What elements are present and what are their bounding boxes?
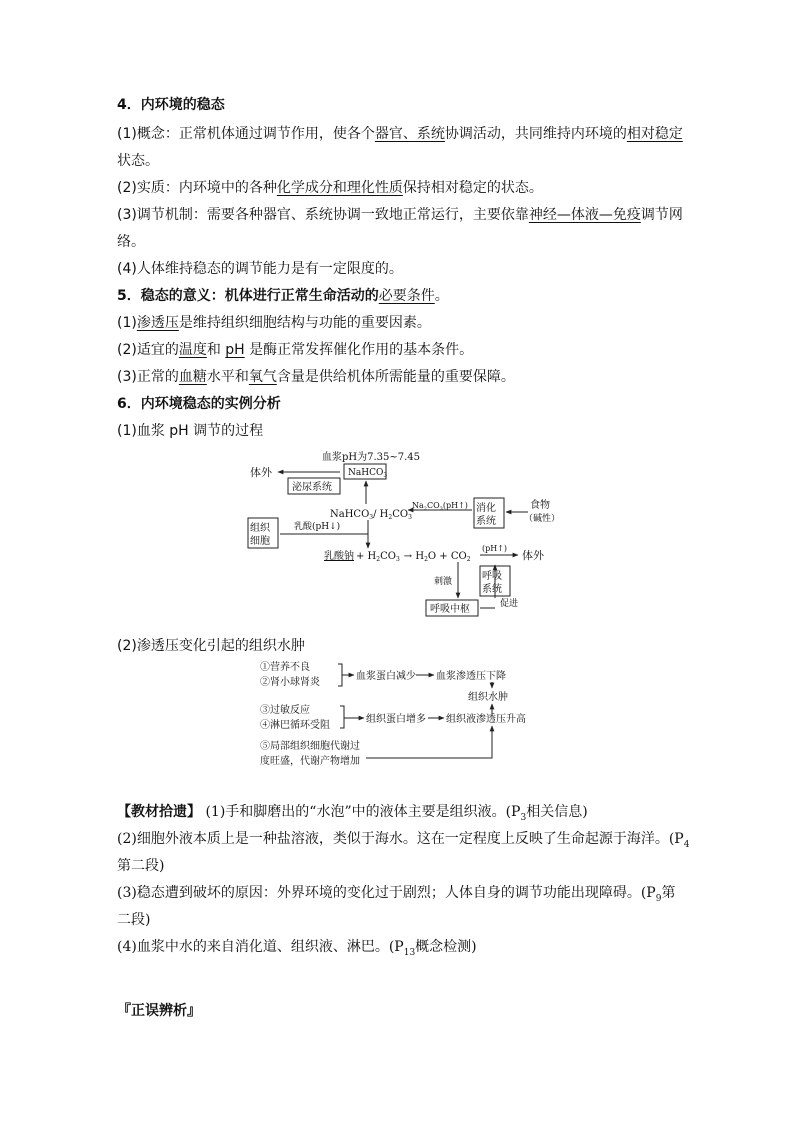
note-3-cont: 二段) [117, 912, 151, 928]
note-3: (3)稳态遭到破坏的原因：外界环境的变化过于剧烈；人体自身的调节功能出现障碍。($P_9$第 [117, 885, 676, 904]
food-label-1: 食物 [530, 500, 550, 511]
tissue-edema-label: 组织水肿 [468, 692, 508, 703]
section5-glucose-oxygen: (3)正常的血糖水平和氧气含量是供给机体所需能量的重要保障。 [117, 369, 515, 385]
section4-heading: 4．内环境的稳态 [117, 97, 225, 113]
body-out-label-2: 体外 [522, 549, 544, 562]
cause-3: ③过敏反应 [260, 705, 310, 716]
digestive-label-2: 系统 [476, 516, 496, 527]
plasma-ph-diagram [240, 448, 570, 626]
section4-concept-cont: 状态。 [117, 153, 159, 169]
section4-essence: (2)实质：内环境中的各种化学成分和理化性质保持相对稳定的状态。 [117, 180, 543, 196]
section6-sub2: (2)渗透压变化引起的组织水肿 [117, 638, 305, 654]
promote-label: 促进 [500, 599, 519, 609]
plasma-ph-label: 血浆pH为7.35~7.45 [322, 452, 421, 463]
urinary-system-label: 泌尿系统 [292, 482, 332, 493]
correct-error-heading: 『正误辨析』 [117, 1003, 201, 1019]
result-plasma-osmotic: 血浆渗透压下降 [436, 671, 506, 682]
cause-5-line1: ⑤局部组织细胞代谢过 [260, 741, 360, 752]
cause-4: ④淋巴循环受阻 [260, 720, 330, 731]
buffer-pair-label: NaHCO$_3$/ $H_2CO_3$ [330, 509, 412, 521]
nahco3-label: NaHCO$_3$ [348, 468, 388, 479]
section5-heading: 5．稳态的意义：机体进行正常生命活动的必要条件。 [117, 288, 449, 304]
section6-sub1: (1)血浆 pH 调节的过程 [117, 423, 264, 439]
note-4: (4)血浆中水的来自消化道、组织液、淋巴。($P_{13}$概念检测) [117, 939, 477, 958]
tissue-label-2: 细胞 [250, 536, 270, 547]
cause-1: ①营养不良 [260, 662, 310, 673]
resp-label-2: 系统 [482, 584, 502, 595]
stimulate-label: 刺激 [434, 577, 453, 587]
note-1: 【教材拾遗】 (1)手和脚磨出的“水泡”中的液体主要是组织液。($P_3$相关信息) [117, 804, 588, 823]
result-tissue-osmotic: 组织液渗透压升高 [446, 714, 526, 725]
food-label-2: （碱性） [524, 514, 561, 524]
result-tissue-protein: 组织蛋白增多 [366, 714, 426, 725]
section5-temp-ph: (2)适宜的温度和 pH 是酶正常发挥催化作用的基本条件。 [117, 342, 474, 358]
section4-limit: (4)人体维持稳态的调节能力是有一定限度的。 [117, 261, 403, 277]
note-2-cont: 第二段) [117, 858, 165, 874]
na2co3-label: $Na_2CO_3(pH↑)$ [412, 501, 468, 512]
cause-5-line2: 度旺盛，代谢产物增加 [260, 756, 360, 767]
result-plasma-protein: 血浆蛋白减少 [356, 671, 416, 682]
respiratory-center-label: 呼吸中枢 [430, 604, 470, 615]
section4-mechanism: (3)调节机制：需要各种器官、系统协调一致地正常运行，主要依靠神经—体液—免疫调节网 [117, 207, 683, 223]
section5-osmotic: (1)渗透压是维持组织细胞结构与功能的重要因素。 [117, 315, 431, 331]
section4-concept: (1)概念：正常机体通过调节作用，使各个器官、系统协调活动，共同维持内环境的相对稳定 [117, 126, 683, 142]
cause-2: ②肾小球肾炎 [260, 677, 320, 688]
tissue-label-1: 组织 [250, 523, 270, 534]
section4-mechanism-cont: 络。 [117, 234, 145, 250]
body-out-label: 体外 [250, 466, 272, 479]
resp-label-1: 呼吸 [482, 571, 502, 582]
lactic-acid-label: 乳酸(pH↓) [294, 522, 341, 532]
section6-heading: 6．内环境稳态的实例分析 [117, 396, 281, 412]
digestive-label-1: 消化 [476, 503, 496, 514]
lactate-equation: 乳酸钠 + $H_2CO_3 \to H_2O + CO_2$ [324, 551, 471, 563]
tissue-edema-diagram [254, 658, 544, 772]
note-2: (2)细胞外液本质上是一种盐溶液，类似于海水。这在一定程度上反映了生命起源于海洋。($P_4$ [117, 831, 690, 850]
ph-up-label: (pH↑) [482, 544, 508, 553]
